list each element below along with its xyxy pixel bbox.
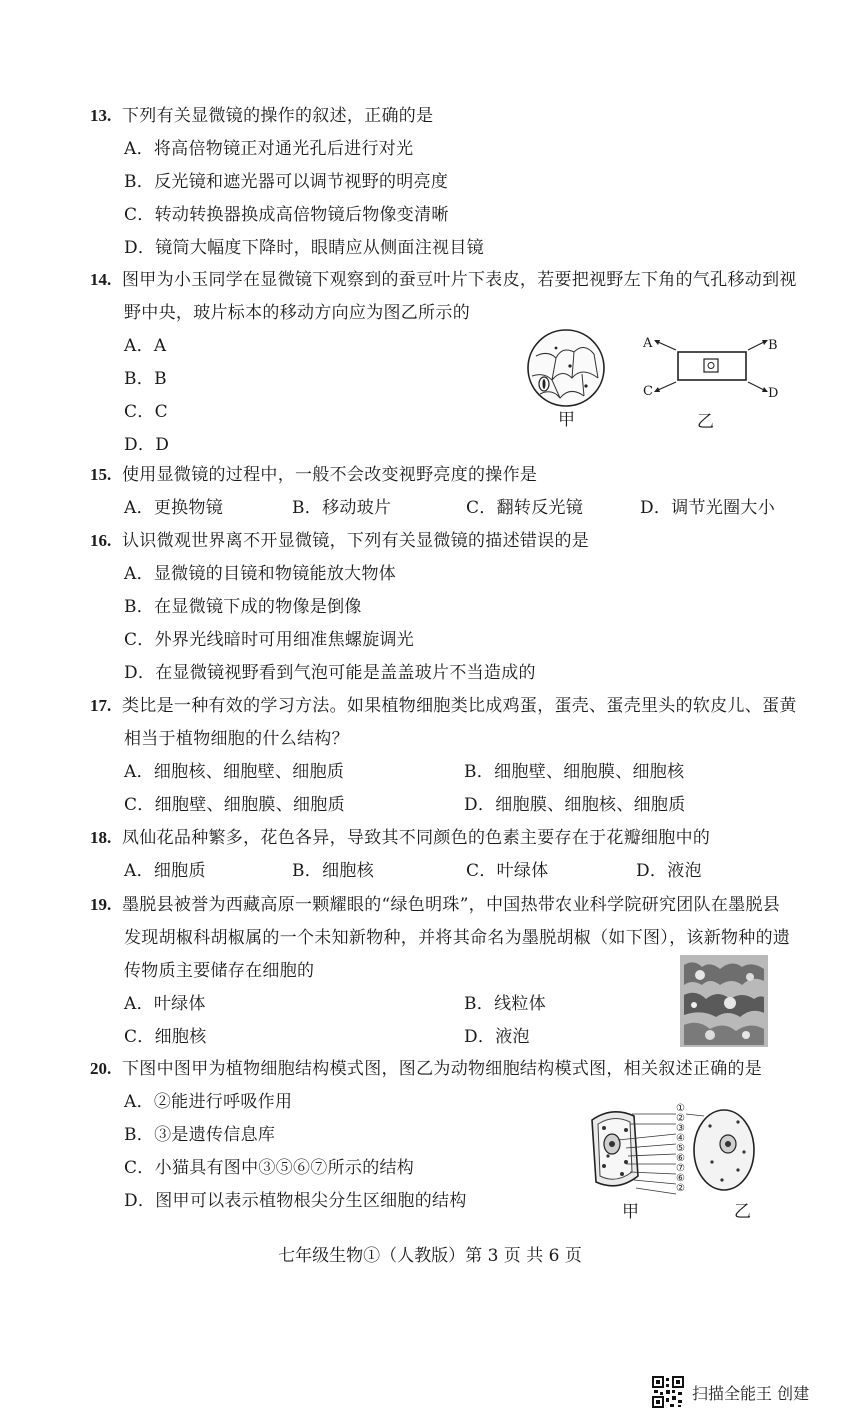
question-stem: 认识微观世界离不开显微镜，下列有关显微镜的描述错误的是 [122,531,590,551]
figure-label-yi: 乙 [734,1202,752,1222]
arrow-label-b: B [768,338,778,353]
question-stem: 相当于植物细胞的什么结构？ [124,729,349,749]
cell-marker: ② [676,1113,686,1124]
question-stem: 使用显微镜的过程中，一般不会改变视野亮度的操作是 [122,465,538,485]
option: D．在显微镜视野看到气泡可能是盖盖玻片不当造成的 [124,663,536,683]
cell-marker: ③ [676,1123,686,1134]
option: A．显微镜的目镜和物镜能放大物体 [124,564,397,584]
scanner-watermark [652,1374,809,1410]
option: D．液泡 [636,861,702,881]
cell-structure-figure [582,1100,762,1200]
question-number: 18. [90,828,112,847]
option: D．图甲可以表示植物根尖分生区细胞的结构 [124,1191,467,1211]
question-stem: 野中央，玻片标本的移动方向应为图乙所示的 [124,303,470,323]
option: B．B [124,369,167,389]
question-number: 14. [90,270,112,289]
qr-code-icon [652,1376,684,1408]
slide-direction-figure [640,332,780,402]
cell-marker: ④ [676,1133,686,1144]
scanner-watermark-text: 扫描全能王 创建 [692,1383,810,1403]
question-number: 13. [90,106,112,125]
option: A．叶绿体 [124,994,206,1014]
option: C．细胞壁、细胞膜、细胞质 [124,795,345,815]
option: C．转动转换器换成高倍物镜后物像变清晰 [124,205,449,225]
option: A．更换物镜 [124,498,224,518]
option: B．③是遗传信息库 [124,1125,276,1145]
page-footer: 七年级生物①（人教版）第 3 页 共 6 页 [278,1246,582,1266]
figure-label-jia: 甲 [622,1202,640,1222]
option: B．反光镜和遮光器可以调节视野的明亮度 [124,172,449,192]
arrow-label-c: C [643,384,654,399]
option: A．细胞核、细胞壁、细胞质 [124,762,345,782]
option: B．移动玻片 [292,498,392,518]
figure-label-jia: 甲 [558,410,576,430]
question-stem: 下图中图甲为植物细胞结构模式图，图乙为动物细胞结构模式图，相关叙述正确的是 [122,1059,763,1079]
option: D．D [124,435,170,455]
pepper-cell-photo [680,955,768,1047]
option: D．调节光圈大小 [640,498,776,518]
question-number: 16. [90,531,112,550]
option: A．A [124,336,167,356]
arrow-label-d: D [768,386,779,401]
option: C．叶绿体 [466,861,549,881]
question-number: 15. [90,465,112,484]
option: C．细胞核 [124,1027,207,1047]
option: C．C [124,402,168,422]
question-stem: 传物质主要储存在细胞的 [124,961,315,981]
question-stem: 发现胡椒科胡椒属的一个未知新物种，并将其命名为墨脱胡椒（如下图），该新物种的遗 [124,928,791,948]
question-stem: 墨脱县被誉为西藏高原一颗耀眼的“绿色明珠”，中国热带农业科学院研究团队在墨脱县 [122,895,781,915]
option: C．外界光线暗时可用细准焦螺旋调光 [124,630,415,650]
option: B．线粒体 [464,994,546,1014]
cell-marker: ⑥ [676,1153,686,1164]
question-stem: 图甲为小玉同学在显微镜下观察到的蚕豆叶片下表皮，若要把视野左下角的气孔移动到视 [122,270,797,290]
cell-marker: ① [676,1103,686,1114]
option: A．②能进行呼吸作用 [124,1092,293,1112]
question-number: 19. [90,895,112,914]
question-stem: 下列有关显微镜的操作的叙述，正确的是 [122,106,434,126]
option: B．在显微镜下成的物像是倒像 [124,597,362,617]
cell-marker: ② [676,1183,686,1194]
cell-marker: ⑥ [676,1173,686,1184]
option: D．镜筒大幅度下降时，眼睛应从侧面注视目镜 [124,238,484,258]
cell-marker: ⑦ [676,1163,686,1174]
option: A．细胞质 [124,861,206,881]
option: B．细胞壁、细胞膜、细胞核 [464,762,685,782]
question-number: 20. [90,1059,112,1078]
arrow-label-a: A [643,336,653,351]
option: D．细胞膜、细胞核、细胞质 [464,795,686,815]
cell-marker: ⑤ [676,1143,686,1154]
option: D．液泡 [464,1027,530,1047]
option: A．将高倍物镜正对通光孔后进行对光 [124,139,414,159]
option: B．细胞核 [292,861,374,881]
question-number: 17. [90,696,112,715]
question-stem: 类比是一种有效的学习方法。如果植物细胞类比成鸡蛋，蛋壳、蛋壳里头的软皮儿、蛋黄 [122,696,797,716]
option: C．翻转反光镜 [466,498,584,518]
option: C．小猫具有图中③⑤⑥⑦所示的结构 [124,1158,415,1178]
question-stem: 凤仙花品种繁多，花色各异，导致其不同颜色的色素主要存在于花瓣细胞中的 [122,828,711,848]
figure-label-yi: 乙 [697,412,715,432]
